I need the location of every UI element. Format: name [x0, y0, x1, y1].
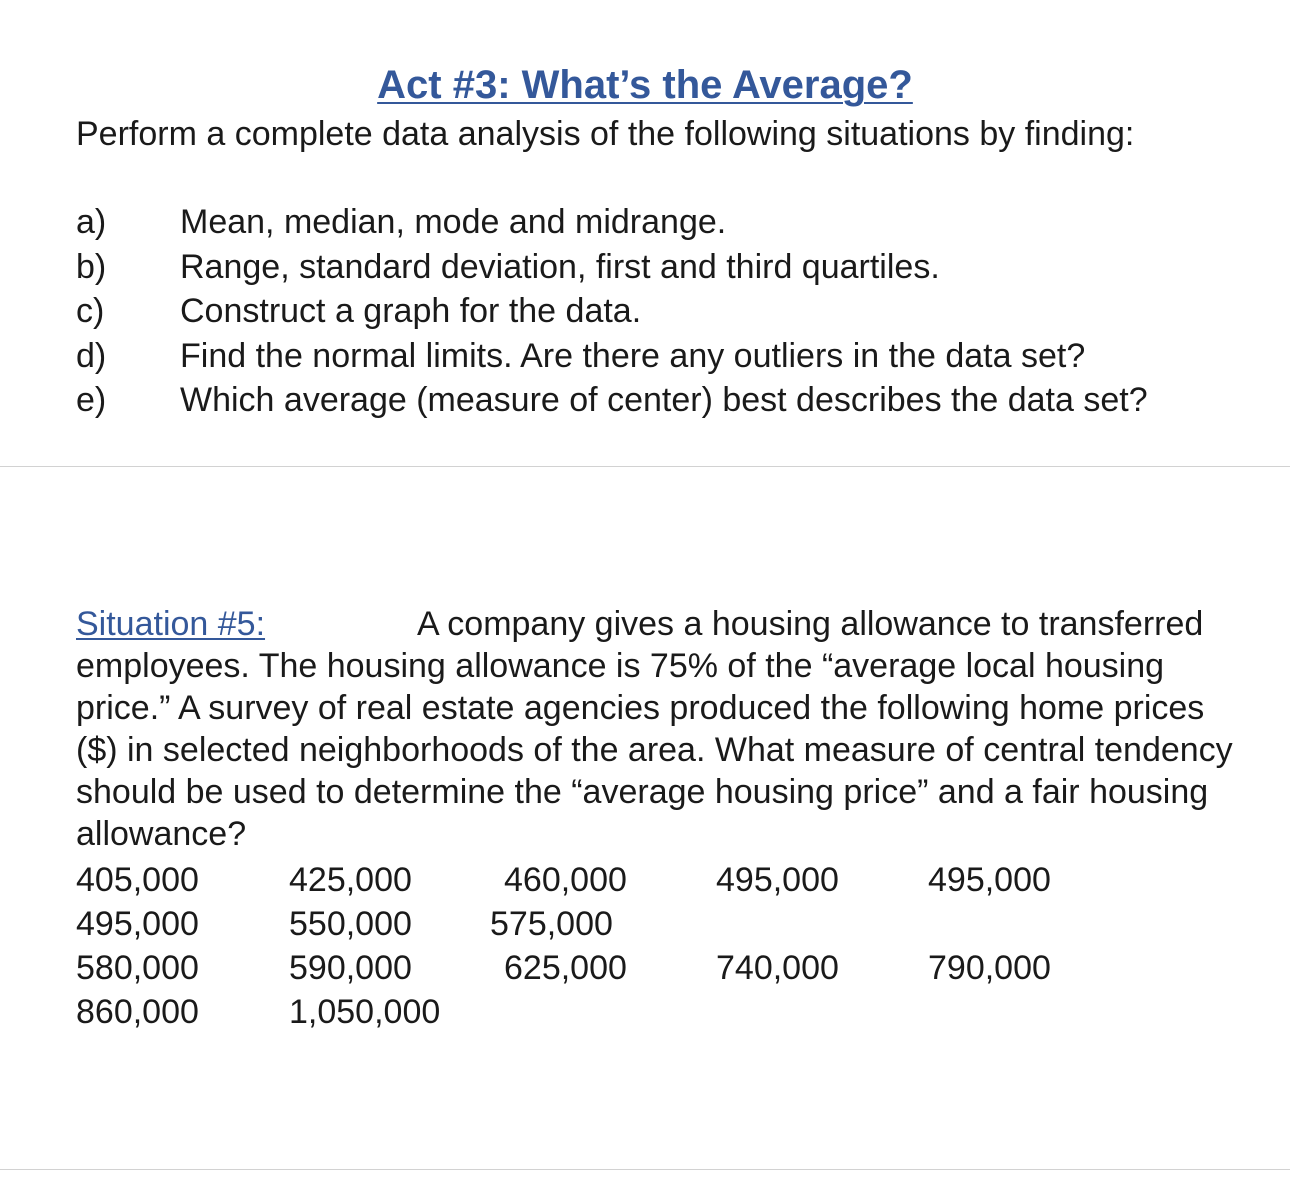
task-letter: b): [76, 247, 107, 286]
situation-paragraph: [76, 603, 1246, 855]
situation-label: Situation #5:: [76, 605, 266, 643]
task-letter: c): [76, 292, 105, 330]
task-letter: e): [76, 381, 107, 419]
task-item: [76, 289, 1148, 334]
price-value: 590,000: [289, 949, 412, 987]
price-value: 495,000: [928, 861, 1051, 899]
price-value: 425,000: [289, 861, 412, 899]
task-item: [76, 245, 1148, 290]
price-value: 495,000: [716, 861, 839, 899]
task-item: [76, 378, 1148, 423]
price-value: 790,000: [928, 949, 1051, 987]
task-item: [76, 200, 1148, 245]
task-list: [76, 200, 1148, 423]
price-value: 405,000: [76, 861, 199, 899]
price-value: 495,000: [76, 905, 199, 943]
price-value: 460,000: [504, 861, 627, 899]
price-value: 1,050,000: [289, 993, 441, 1031]
task-text: Construct a graph for the data.: [180, 292, 642, 330]
task-letter: a): [76, 203, 107, 241]
price-value: 575,000: [490, 905, 613, 943]
price-value: 580,000: [76, 949, 199, 987]
situation-text-rest: transferred employees. The housing allowance is 75% of the “average local housing price.” A survey of real estate agencies produced the following home prices ($) in selected neighborhoods of the area. What measure of central tendency should be used to determine the “average housing price” and a fair housing allowance?: [76, 605, 1233, 853]
page-divider-bottom: [0, 1169, 1290, 1170]
task-letter: d): [76, 336, 107, 375]
page-title: [0, 56, 1290, 114]
price-value: 740,000: [716, 949, 839, 987]
task-text: Range, standard deviation, first and third quartiles.: [180, 247, 940, 286]
task-item: [76, 334, 1148, 379]
price-value: 860,000: [76, 993, 199, 1031]
price-value: 550,000: [289, 905, 412, 943]
task-text: Mean, median, mode and midrange.: [180, 203, 727, 241]
situation-text-first: A company gives a housing allowance to: [417, 605, 1030, 643]
price-value: 625,000: [504, 949, 627, 987]
page-divider-top: [0, 466, 1290, 467]
intro-paragraph: Perform a complete data analysis of the following situations by finding:: [76, 115, 1135, 153]
page-title-text: Act #3: What’s the Average?: [377, 63, 913, 107]
task-text: Which average (measure of center) best describes the data set?: [180, 381, 1148, 419]
task-text: Find the normal limits. Are there any outliers in the data set?: [180, 336, 1086, 375]
